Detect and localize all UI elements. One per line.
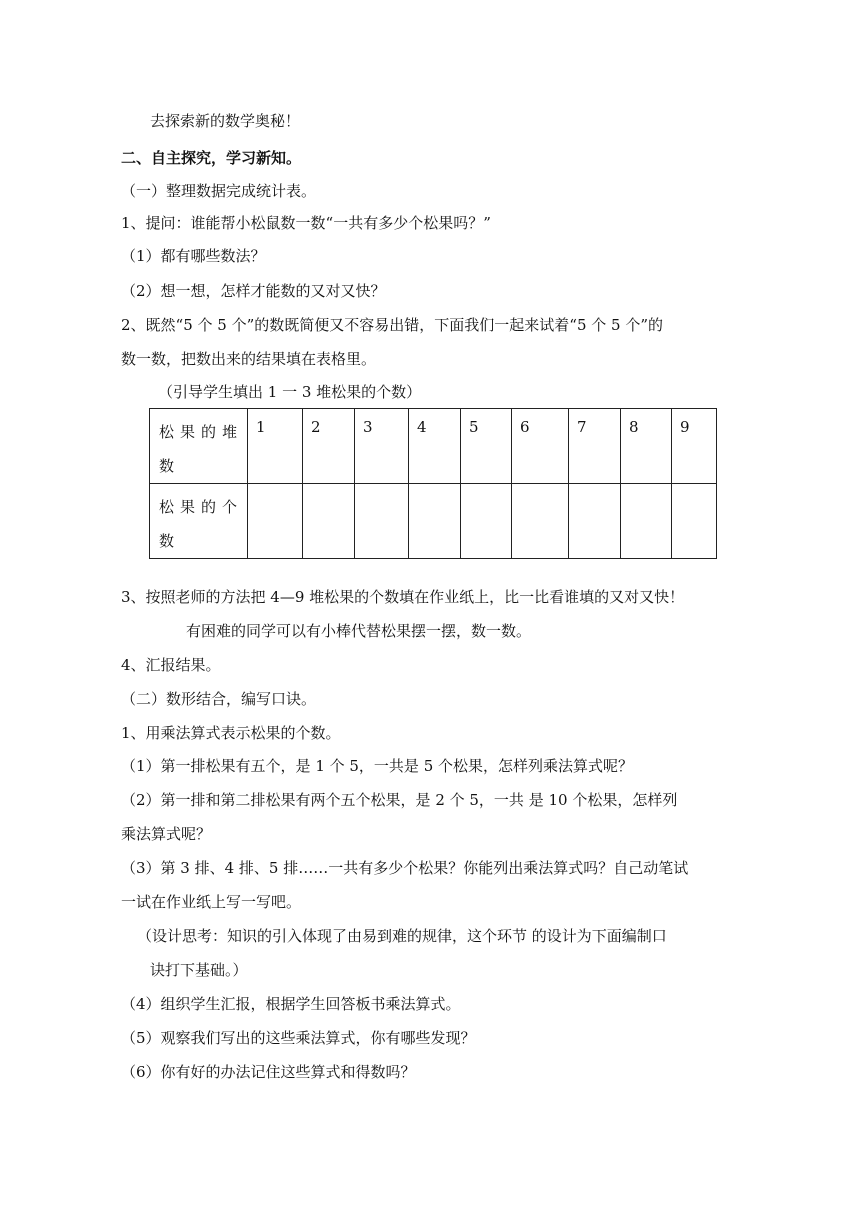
paragraph: （1）第一排松果有五个，是 1 个 5，一共是 5 个松果，怎样列乘法算式呢？ [121, 757, 634, 775]
table-cell [569, 484, 621, 559]
note: 有困难的同学可以有小棒代替松果摆一摆，数一数。 [186, 622, 532, 640]
table-cell [409, 484, 461, 559]
section-heading: 二、自主探究，学习新知。 [121, 149, 302, 167]
table-cell [512, 484, 569, 559]
design-note: （设计思考：知识的引入体现了由易到难的规律，这个环节 的设计为下面编制口 [137, 927, 667, 945]
paragraph: （1）都有哪些数法？ [121, 247, 266, 265]
paragraph: （5）观察我们写出的这些乘法算式，你有哪些发现？ [121, 1029, 476, 1047]
paragraph: （4）组织学生汇报，根据学生回答板书乘法算式。 [121, 995, 461, 1013]
paragraph: 1、用乘法算式表示松果的个数。 [121, 724, 341, 742]
paragraph: 2、既然“5 个 5 个”的数既简便又不容易出错，下面我们一起来试着“5 个 5 个”的 [121, 316, 664, 334]
paragraph: 4、汇报结果。 [121, 656, 221, 674]
paragraph: 乘法算式呢？ [121, 825, 212, 843]
table-row [150, 484, 717, 559]
table-cell [303, 484, 355, 559]
paragraph: （6）你有好的办法记住这些算式和得数吗？ [121, 1063, 416, 1081]
paragraph: （3）第 3 排、4 排、5 排……一共有多少个松果？你能列出乘法算式吗？自己动笔试 [121, 859, 689, 877]
table-cell: 6 [512, 409, 569, 484]
row-header-counts: 松果的个数 [150, 484, 248, 559]
pinecone-count-table [149, 408, 717, 559]
table-row [150, 409, 717, 484]
table-cell: 9 [672, 409, 717, 484]
intro-line: 去探索新的数学奥秘！ [150, 112, 301, 130]
table-cell [672, 484, 717, 559]
table-cell: 4 [409, 409, 461, 484]
paragraph: 一试在作业纸上写一写吧。 [121, 893, 302, 911]
table-cell [355, 484, 409, 559]
table-cell: 3 [355, 409, 409, 484]
paragraph: （2）想一想，怎样才能数的又对又快？ [121, 282, 386, 300]
subsection-title: （一）整理数据完成统计表。 [121, 182, 317, 200]
paragraph: 3、按照老师的方法把 4—9 堆松果的个数填在作业纸上，比一比看谁填的又对又快！ [121, 588, 685, 606]
table-cell [461, 484, 512, 559]
table-cell: 8 [621, 409, 672, 484]
row-header-piles: 松果的堆数 [150, 409, 248, 484]
table-cell [248, 484, 303, 559]
table-cell: 2 [303, 409, 355, 484]
paragraph: （2）第一排和第二排松果有两个五个松果，是 2 个 5，一共 是 10 个松果，怎样列 [121, 791, 678, 809]
table-cell: 5 [461, 409, 512, 484]
paragraph: 1、提问：谁能帮小松鼠数一数“一共有多少个松果吗？” [121, 214, 491, 232]
design-note: 诀打下基础。） [150, 961, 248, 979]
note: （引导学生填出 1 一 3 堆松果的个数） [158, 383, 422, 401]
subsection-title: （二）数形结合，编写口诀。 [121, 690, 317, 708]
table-cell [621, 484, 672, 559]
table-cell: 1 [248, 409, 303, 484]
table-cell: 7 [569, 409, 621, 484]
paragraph: 数一数，把数出来的结果填在表格里。 [121, 350, 377, 368]
